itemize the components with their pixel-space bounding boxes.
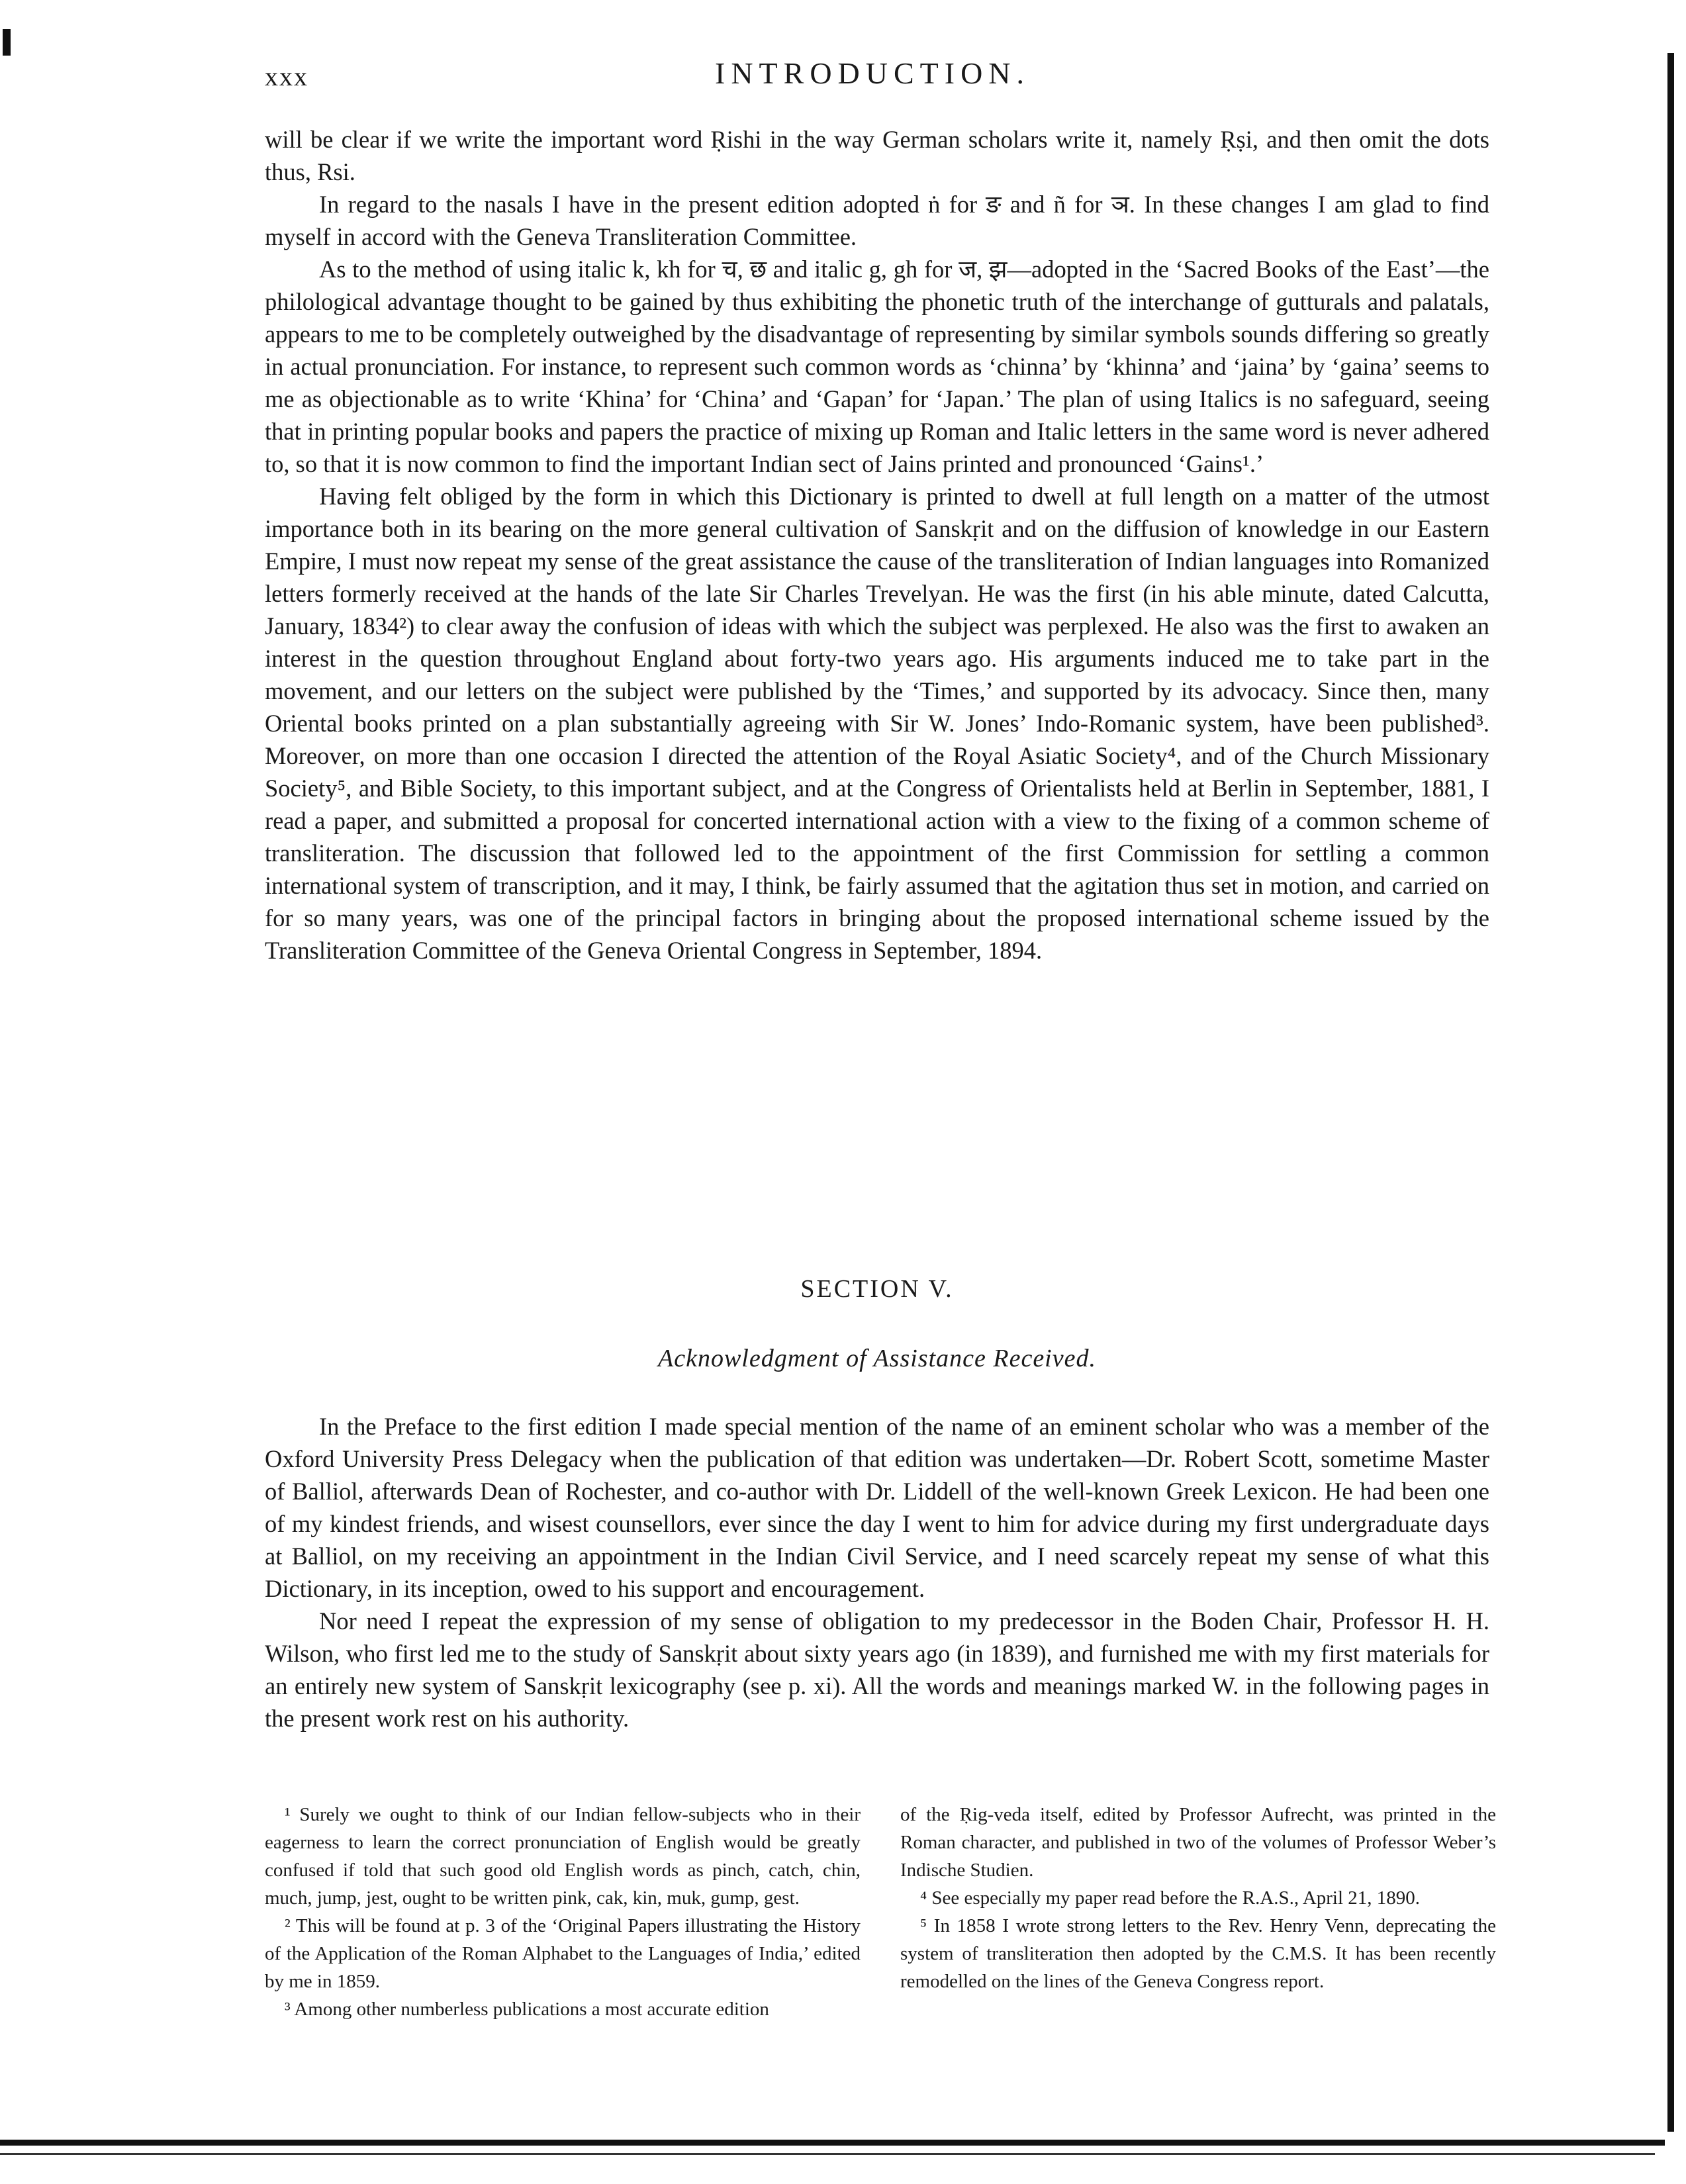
body-text — [265, 123, 1489, 967]
paragraph-nasals: In regard to the nasals I have in the present edition adopted ṅ for ङ and ñ for ञ. In these changes I am glad to find myself in accord with the Geneva Transliteration Committee. — [265, 191, 1489, 250]
margin-mark — [3, 29, 11, 56]
page-edge-bottom — [0, 2140, 1665, 2146]
footnotes-left-column — [265, 1801, 861, 2023]
paragraph-trevelyan: Having felt obliged by the form in which this Dictionary is printed to dwell at full length on a matter of the utmost importance both in its bearing on the more general cultivation of Sanskṛit and on the diffusion of knowledge in our Eastern Empire, I must now repeat my sense of the great assistance the cause of the transliteration of Indian languages into Romanized letters formerly received at the hands of the late Sir Charles Trevelyan. He was the first (in his able minute, dated Calcutta, January, 1834²) to clear away the confusion of ideas with which the subject was perplexed. He also was the first to awaken an interest in the question throughout England about forty-two years ago. His arguments induced me to take part in the movement, and our letters on the subject were published by the ‘Times,’ and supported by its advocacy. Since then, many Oriental books printed on a plan substantially agreeing with Sir W. Jones’ Indo-Romanic system, have been published³. Moreover, on more than one occasion I directed the attention of the Royal Asiatic Society⁴, and of the Church Missionary Society⁵, and Bible Society, to this important subject, and at the Congress of Orientalists held at Berlin in September, 1881, I read a paper, and submitted a proposal for concerted international action with a view to the fixing of a common scheme of transliteration. The discussion that followed led to the appointment of the first Commission for settling a common international system of transcription, and it may, I think, be fairly assumed that the agitation thus set in motion, and carried on for so many years, was one of the principal factors in bringing about the proposed international scheme issued by the Transliteration Committee of the Geneva Oriental Congress in September, 1894. — [265, 483, 1489, 964]
footnote: ⁴ See especially my paper read before the R.A.S., April 21, 1890. — [920, 1887, 1421, 1909]
footnote-continued: of the Ṛig-veda itself, edited by Professor Aufrecht, was printed in the Roman character, and published in two of the volumes of Professor Weber’s Indische Studien. — [900, 1804, 1496, 1881]
footnote: ⁵ In 1858 I wrote strong letters to the Rev. Henry Venn, deprecating the system of transliteration then adopted by the C.M.S. It has been recently remodelled on the lines of the Geneva Congress report. — [900, 1915, 1496, 1992]
footnote: ¹ Surely we ought to think of our Indian fellow-subjects who in their eagerness to learn the correct pronunciation of English would be greatly confused if told that such good old English words as pinch, catch, chin, much, jump, jest, ought to be written pink, cak, kin, muk, gump, gest. — [265, 1804, 861, 1909]
paragraph-continued: will be clear if we write the important word Ṛishi in the way German scholars write it, namely Ṛṣi, and then omit the dots thus, Rsi. — [265, 126, 1489, 185]
section-heading: SECTION V. — [800, 1275, 954, 1303]
footnotes — [265, 1801, 1496, 2023]
page-number: xxx — [265, 62, 308, 91]
paragraph-preface: In the Preface to the first edition I made special mention of the name of an eminent scholar who was a member of the Oxford University Press Delegacy when the publication of that edition was undertaken—Dr. Robert Scott, sometime Master of Balliol, afterwards Dean of Rochester, and co-author with Dr. Liddell of the well-known Greek Lexicon. He had been one of my kindest friends, and wisest counsellors, ever since the day I went to him for advice during my first undergraduate days at Balliol, on my receiving an appointment in the Indian Civil Service, and I need scarcely repeat my sense of what this Dictionary, in its inception, owed to his support and encouragement. — [265, 1413, 1489, 1602]
section-text — [265, 1410, 1489, 1734]
footnote: ³ Among other numberless publications a most accurate edition — [285, 1999, 769, 2020]
page-edge-bottom-thin — [0, 2153, 1655, 2155]
page-header — [265, 56, 1489, 95]
section-subtitle: Acknowledgment of Assistance Received. — [658, 1345, 1096, 1372]
page-edge-right — [1667, 53, 1674, 2132]
paragraph-wilson: Nor need I repeat the expression of my sense of obligation to my predecessor in the Boden Chair, Professor H. H. Wilson, who first led me to the study of Sanskṛit about sixty years ago (in 1839), and furnished me with my first materials for an entirely new system of Sanskṛit lexicography (see p. xi). All the words and meanings marked W. in the following pages in the present work rest on his authority. — [265, 1607, 1489, 1732]
paragraph-italic-method: As to the method of using italic k, kh for च, छ and italic g, gh for ज, झ—adopted in the ‘Sacred Books of the East’—the philological advantage thought to be gained by thus exhibiting the phonetic truth of the interchange of gutturals and palatals, appears to me to be completely outweighed by the disadvantage of representing by similar symbols sounds differing so greatly in actual pronunciation. For instance, to represent such common words as ‘chinna’ by ‘khinna’ and ‘jaina’ by ‘gaina’ seems to me as objectionable as to write ‘Khina’ for ‘China’ and ‘Gapan’ for ‘Japan.’ The plan of using Italics is no safeguard, seeing that in printing popular books and papers the practice of mixing up Roman and Italic letters in the same word is never adhered to, so that it is now common to find the important Indian sect of Jains printed and pronounced ‘Gains¹.’ — [265, 256, 1489, 477]
running-head: INTRODUCTION. — [715, 56, 1031, 90]
footnote: ² This will be found at p. 3 of the ‘Original Papers illustrating the History of the Application of the Roman Alphabet to the Languages of India,’ edited by me in 1859. — [265, 1915, 861, 1992]
footnotes-right-column — [900, 1801, 1496, 2023]
